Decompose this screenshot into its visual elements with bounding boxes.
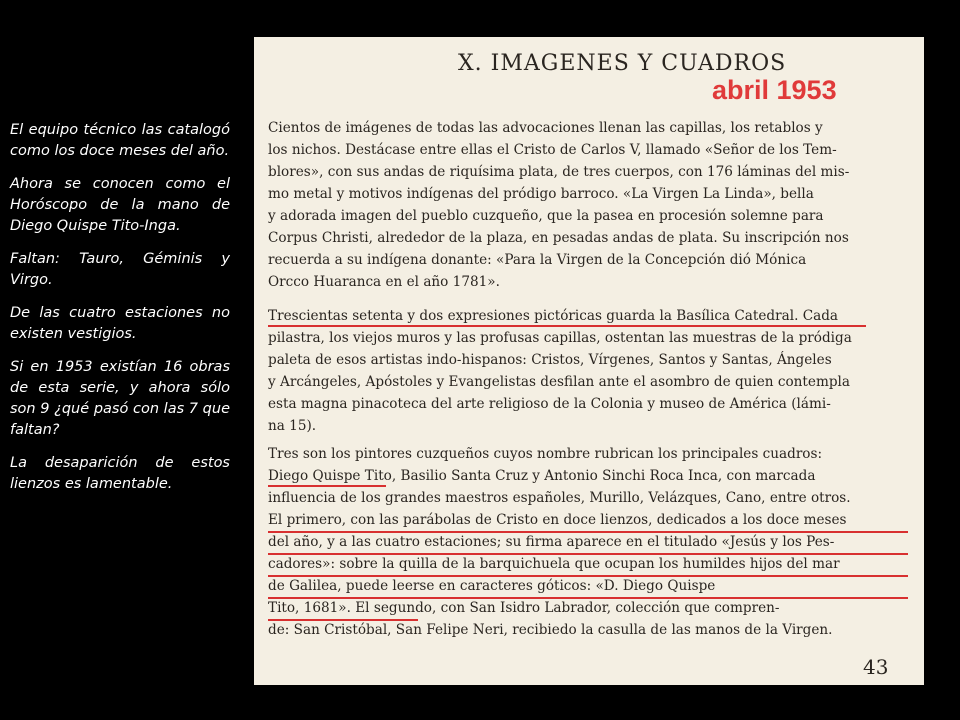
- date-stamp: abril 1953: [712, 75, 837, 105]
- text-line: los nichos. Destácase entre ellas el Cristo de Carlos V, llamado «Señor de los Tem-: [268, 142, 837, 158]
- text-line: de: San Cristóbal, San Felipe Neri, recibiedo la casulla de las manos de la Virgen.: [268, 622, 833, 638]
- text-line: y adorada imagen del pueblo cuzqueño, que la pasea en procesión solemne para: [268, 208, 824, 224]
- text-line: paleta de esos artistas indo-hispanos: Cristos, Vírgenes, Santos y Santas, Ángeles: [268, 352, 832, 368]
- commentary-paragraph: Si en 1953 existían 16 obras de esta serie, y ahora sólo son 9 ¿qué pasó con las 7 que faltan?: [10, 359, 230, 438]
- text-line: Trescientas setenta y dos expresiones pictóricas guarda la Basílica Catedral. Cada: [268, 308, 839, 324]
- commentary-paragraph: La desaparición de estos lienzos es lamentable.: [10, 455, 230, 492]
- text-line: Orcco Huaranca en el año 1781».: [268, 274, 500, 290]
- text-line: de Galilea, puede leerse en caracteres góticos: «D. Diego Quispe: [268, 578, 716, 594]
- red-underline: [268, 325, 866, 327]
- text-line: blores», con sus andas de riquísima plata, de tres cuerpos, con 176 láminas del mis-: [268, 164, 850, 180]
- text-line: na 15).: [268, 418, 317, 434]
- commentary-paragraph: Ahora se conocen como el Horóscopo de la mano de Diego Quispe Tito-Inga.: [10, 176, 230, 234]
- text-line: y Arcángeles, Apóstoles y Evangelistas desfilan ante el asombro de quien contempla: [268, 374, 850, 390]
- text-line: Corpus Christi, alrededor de la plaza, en pesadas andas de plata. Su inscripción nos: [268, 230, 849, 246]
- text-line: mo metal y motivos indígenas del pródigo barroco. «La Virgen La Linda», bella: [268, 186, 814, 202]
- chapter-heading: X. IMAGENES Y CUADROS: [458, 51, 787, 76]
- text-line: Diego Quispe Tito, Basilio Santa Cruz y Antonio Sinchi Roca Inca, con marcada: [268, 468, 816, 484]
- page-number: 43: [863, 655, 889, 679]
- text-line: Tito, 1681». El segundo, con San Isidro Labrador, colección que compren-: [268, 600, 780, 616]
- text-line: El primero, con las parábolas de Cristo en doce lienzos, dedicados a los doce meses: [268, 512, 847, 528]
- text-line: cadores»: sobre la quilla de la barquichuela que ocupan los humildes hijos del mar: [268, 556, 840, 572]
- text-line: influencia de los grandes maestros españoles, Murillo, Velázques, Cano, entre otros.: [268, 490, 851, 506]
- commentary-panel: [10, 120, 230, 507]
- commentary-paragraph: El equipo técnico las catalogó como los doce meses del año.: [10, 122, 230, 159]
- text-line: esta magna pinacoteca del arte religioso de la Colonia y museo de América (lámi-: [268, 396, 831, 412]
- commentary-paragraph: De las cuatro estaciones no existen vestigios.: [10, 305, 230, 342]
- text-line: del año, y a las cuatro estaciones; su firma aparece en el titulado «Jesús y los Pes-: [268, 534, 835, 550]
- text-line: Tres son los pintores cuzqueños cuyos nombre rubrican los principales cuadros:: [268, 446, 823, 462]
- red-underline: [268, 485, 386, 487]
- text-line: pilastra, los viejos muros y las profusas capillas, ostentan las muestras de la pródiga: [268, 330, 852, 346]
- scanned-book-page: [254, 37, 924, 685]
- text-line: recuerda a su indígena donante: «Para la Virgen de la Concepción dió Mónica: [268, 252, 807, 268]
- commentary-paragraph: Faltan: Tauro, Géminis y Virgo.: [10, 251, 230, 288]
- text-line: Cientos de imágenes de todas las advocaciones llenan las capillas, los retablos y: [268, 120, 823, 136]
